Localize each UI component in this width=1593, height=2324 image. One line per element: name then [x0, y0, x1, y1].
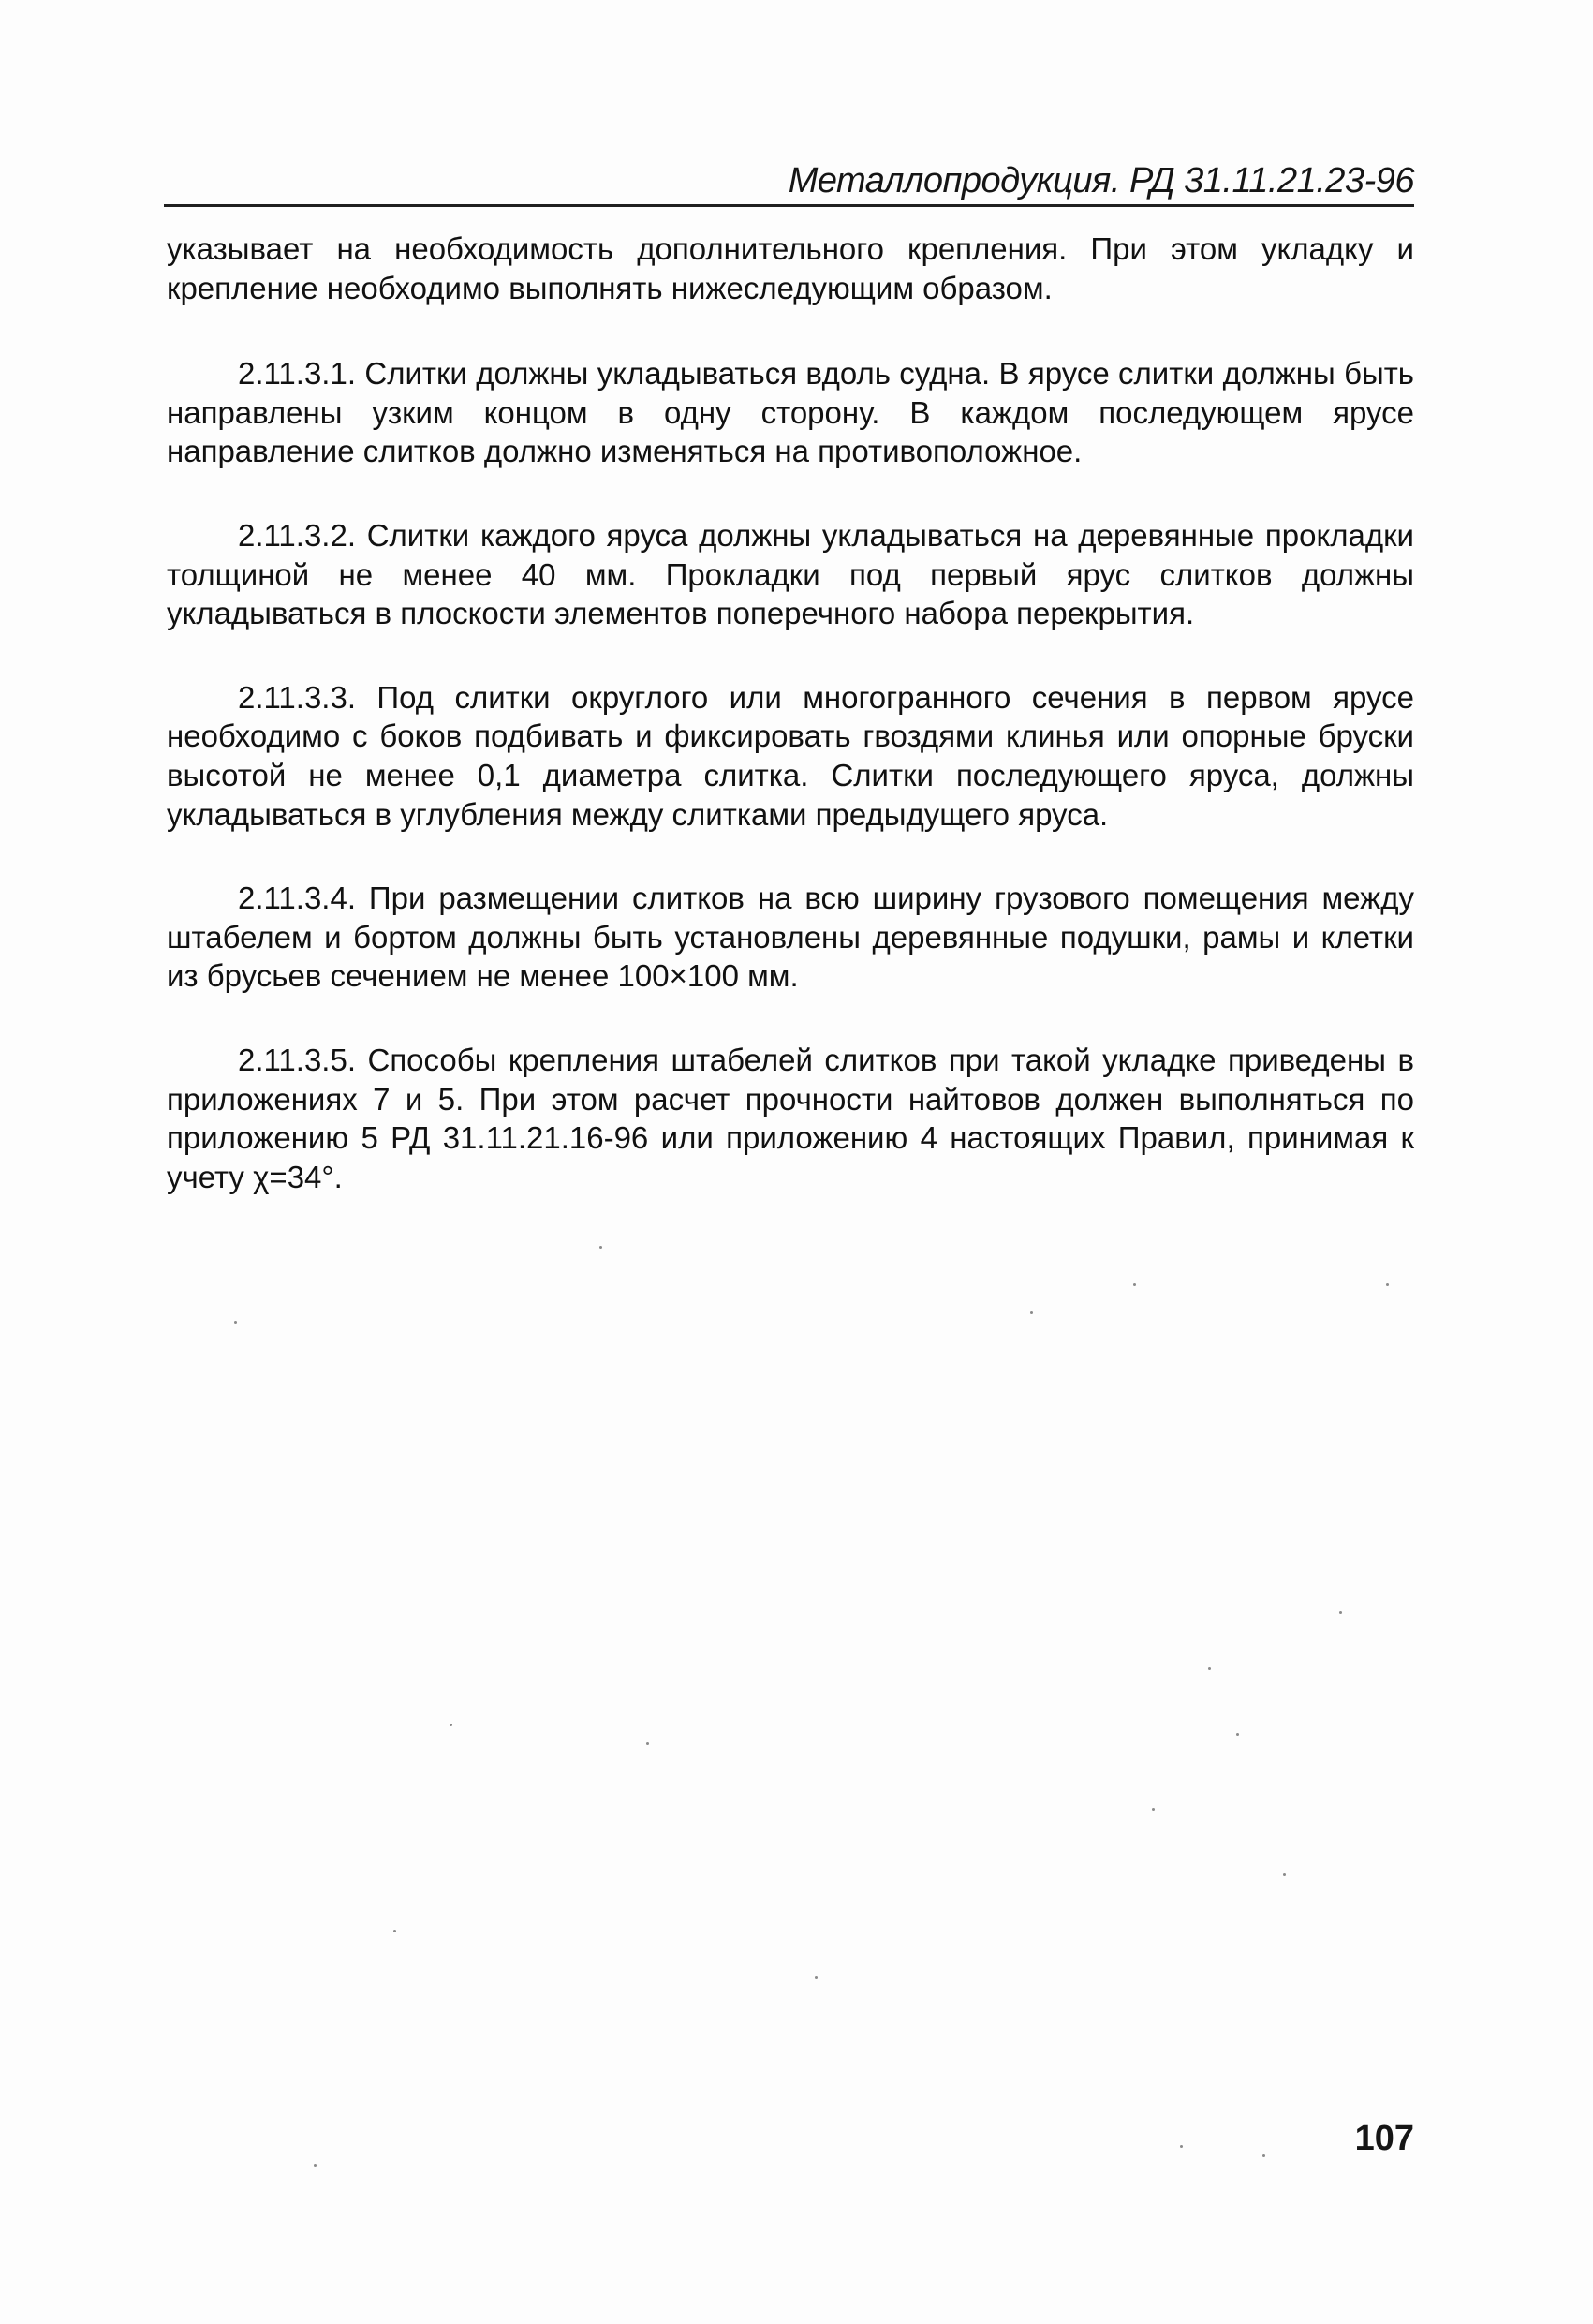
body-text	[167, 229, 1414, 1241]
paragraph-2-11-3-3	[167, 678, 1414, 834]
paragraph-text: При размещении слитков на всю ширину грузового помещения между штабелем и бортом должны быть установлены деревянные подушки, рамы и клетки из брусьев сечением не менее 100×100 мм.	[167, 881, 1414, 994]
scan-speck	[1208, 1667, 1211, 1670]
running-title: Металлопродукция. РД 31.11.21.23-96	[788, 161, 1414, 200]
scan-speck	[1133, 1283, 1136, 1286]
paragraph-2-11-3-4	[167, 879, 1414, 996]
paragraph-text: указывает на необходимость дополнительного крепления. При этом укладку и крепление необходимо выполнять нижеследующим образом.	[167, 231, 1414, 305]
scan-speck	[815, 1976, 818, 1979]
scan-speck	[1262, 2154, 1265, 2157]
scan-speck	[646, 1742, 649, 1745]
paragraph-number: 2.11.3.3.	[238, 679, 356, 715]
paragraph-2-11-3-1	[167, 354, 1414, 471]
paragraph-continued	[167, 229, 1414, 307]
paragraph-number: 2.11.3.5.	[238, 1042, 356, 1077]
scan-speck	[1030, 1311, 1033, 1314]
paragraph-text: Под слитки округлого или многогранного сечения в первом ярусе необходимо с боков подбивать и фиксировать гвоздями клинья или опорные бруски высотой не менее 0,1 диаметра слитка. Слитки последующего яруса, должны укладываться в углубления между слитками предыдущего яруса.	[167, 679, 1414, 832]
paragraph-text: Способы крепления штабелей слитков при такой укладке приведены в приложениях 7 и 5. При этом расчет прочности найтовов должен выполняться по приложению 5 РД 31.11.21.16-96 или приложению 4 настоящих Правил, принимая к учету χ=34°.	[167, 1042, 1414, 1194]
scan-speck	[1339, 1611, 1342, 1614]
scan-speck	[314, 2164, 317, 2167]
scan-speck	[450, 1724, 452, 1726]
page-number: 107	[1354, 2119, 1414, 2158]
scan-speck	[1386, 1283, 1389, 1286]
scan-speck	[1180, 2145, 1183, 2148]
paragraph-number: 2.11.3.2.	[238, 517, 356, 553]
scan-speck	[234, 1321, 237, 1324]
scan-speck	[1236, 1733, 1239, 1736]
paragraph-2-11-3-5	[167, 1041, 1414, 1196]
paragraph-2-11-3-2	[167, 516, 1414, 633]
scan-speck	[393, 1930, 396, 1932]
scan-speck	[599, 1246, 602, 1249]
running-header	[164, 157, 1414, 212]
header-rule	[164, 204, 1414, 207]
paragraph-number: 2.11.3.1.	[238, 356, 356, 392]
scan-speck	[1152, 1808, 1155, 1811]
paragraph-text: Слитки каждого яруса должны укладываться на деревянные прокладки толщиной не менее 40 мм. Прокладки под первый ярус слитков должны укладываться в плоскости элементов поперечного набора перекрытия.	[167, 517, 1414, 631]
paragraph-text: Слитки должны укладываться вдоль судна. В ярусе слитки должны быть направлены узким концом в одну сторону. В каждом последующем ярусе направление слитков должно изменяться на противоположное.	[167, 356, 1414, 469]
scan-speck	[1283, 1873, 1286, 1876]
paragraph-number: 2.11.3.4.	[238, 881, 356, 916]
